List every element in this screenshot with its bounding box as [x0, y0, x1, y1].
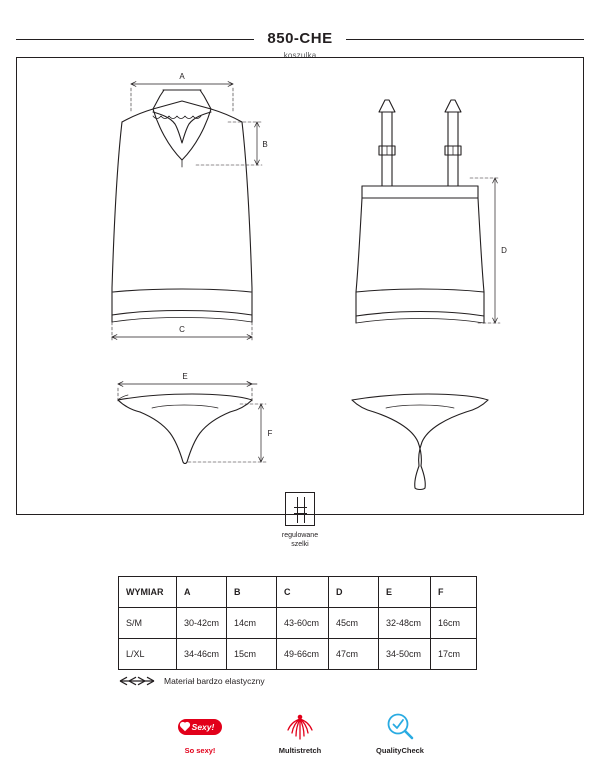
technical-drawing-frame [16, 57, 584, 515]
cell-c: 49-66cm [277, 639, 329, 670]
cell-a: 34-46cm [177, 639, 227, 670]
header-e: E [379, 577, 431, 608]
page-header [0, 30, 600, 60]
dim-label-d: D [501, 246, 507, 255]
elastic-note-text: Materiał bardzo elastyczny [164, 676, 265, 686]
header-d: D [329, 577, 379, 608]
badge-label-multistretch: Multistretch [278, 746, 322, 755]
footer-badges [0, 712, 600, 755]
cell-size: L/XL [119, 639, 177, 670]
multistretch-burst-icon [285, 713, 315, 741]
heart-icon [180, 723, 188, 731]
dim-label-a: A [179, 72, 185, 81]
sexy-pill-text: Sexy! [191, 722, 215, 732]
feature-caption-line2: szelki [291, 541, 309, 548]
cell-c: 43-60cm [277, 608, 329, 639]
header-c: C [277, 577, 329, 608]
table-row [119, 608, 477, 639]
header-b: B [227, 577, 277, 608]
dim-label-c: C [179, 325, 185, 334]
cell-f: 17cm [431, 639, 477, 670]
header-f: F [431, 577, 477, 608]
sexy-heart-pill [178, 719, 223, 735]
cell-size: S/M [119, 608, 177, 639]
quality-magnifier-icon [385, 712, 415, 742]
cell-a: 30-42cm [177, 608, 227, 639]
cell-d: 47cm [329, 639, 379, 670]
badge-label-so-sexy: So sexy! [184, 746, 216, 755]
cell-b: 14cm [227, 608, 277, 639]
header-rule-left [16, 39, 254, 40]
header-wymiar: WYMIAR [119, 577, 177, 608]
header-a: A [177, 577, 227, 608]
feature-caption-line1: regulowane [281, 532, 319, 539]
table-header-row [119, 577, 477, 608]
cell-e: 32-48cm [379, 608, 431, 639]
page-title: 850-CHE [267, 30, 333, 47]
cell-e: 34-50cm [379, 639, 431, 670]
size-table [118, 576, 477, 670]
cell-d: 45cm [329, 608, 379, 639]
cell-b: 15cm [227, 639, 277, 670]
header-rule-right [346, 39, 584, 40]
badge-multistretch [263, 712, 337, 755]
dim-label-f: F [267, 429, 273, 438]
badge-so-sexy [163, 712, 237, 755]
double-arrow-icon [118, 676, 156, 686]
dim-label-b: B [262, 140, 268, 149]
badge-qualitycheck [363, 712, 437, 755]
adjustable-straps-icon [285, 492, 315, 526]
badge-label-qualitycheck: QualityCheck [376, 746, 424, 755]
feature-adjustable-straps [0, 492, 600, 549]
dim-label-e: E [182, 372, 188, 381]
cell-f: 16cm [431, 608, 477, 639]
elastic-material-note [118, 676, 265, 686]
table-row [119, 639, 477, 670]
page-subtitle: koszulka [283, 51, 317, 60]
